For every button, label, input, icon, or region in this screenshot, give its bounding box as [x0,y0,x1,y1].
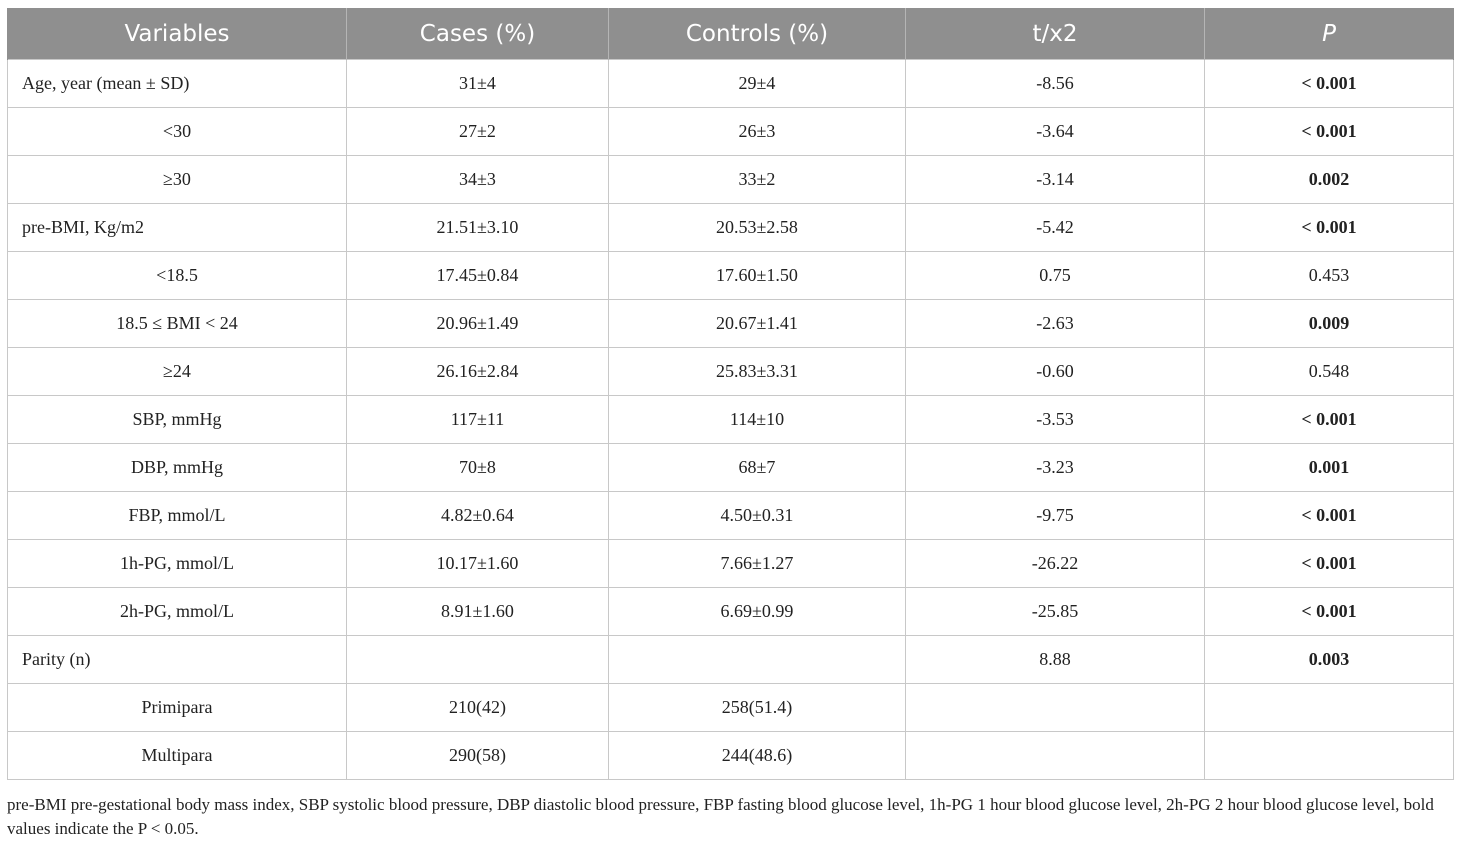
cell-variable: pre-BMI, Kg/m2 [8,204,347,252]
cell-test-statistic: -3.64 [906,108,1205,156]
cell-cases: 290(58) [347,732,609,780]
cell-controls: 114±10 [609,396,906,444]
header-p-value: P [1205,8,1454,60]
cell-test-statistic [906,732,1205,780]
cell-cases: 26.16±2.84 [347,348,609,396]
cell-controls: 29±4 [609,60,906,108]
header-test-statistic: t/x2 [906,8,1205,60]
cell-cases [347,636,609,684]
cell-test-statistic: 0.75 [906,252,1205,300]
cell-variable: FBP, mmol/L [8,492,347,540]
cell-p-value: 0.002 [1205,156,1454,204]
cell-variable: SBP, mmHg [8,396,347,444]
table-row [8,732,1454,780]
cell-test-statistic: -9.75 [906,492,1205,540]
table-row [8,60,1454,108]
cell-variable: ≥24 [8,348,347,396]
cell-variable: Age, year (mean ± SD) [8,60,347,108]
cell-p-value: < 0.001 [1205,540,1454,588]
cell-cases: 27±2 [347,108,609,156]
cell-test-statistic: -5.42 [906,204,1205,252]
header-row [8,8,1454,60]
cell-variable: <18.5 [8,252,347,300]
cell-test-statistic: -8.56 [906,60,1205,108]
cell-controls: 68±7 [609,444,906,492]
cell-test-statistic [906,684,1205,732]
cell-controls: 25.83±3.31 [609,348,906,396]
cell-controls: 258(51.4) [609,684,906,732]
cell-test-statistic: -3.14 [906,156,1205,204]
cell-controls: 20.67±1.41 [609,300,906,348]
cell-p-value: 0.001 [1205,444,1454,492]
table-row [8,540,1454,588]
cell-variable: Primipara [8,684,347,732]
table-row [8,156,1454,204]
cell-variable: DBP, mmHg [8,444,347,492]
header-controls: Controls (%) [609,8,906,60]
cell-cases: 10.17±1.60 [347,540,609,588]
table-row [8,684,1454,732]
cell-variable: 1h-PG, mmol/L [8,540,347,588]
cell-controls: 4.50±0.31 [609,492,906,540]
cell-p-value [1205,684,1454,732]
cell-variable: 2h-PG, mmol/L [8,588,347,636]
cell-p-value: 0.548 [1205,348,1454,396]
cell-controls: 20.53±2.58 [609,204,906,252]
cell-test-statistic: -3.23 [906,444,1205,492]
cell-controls: 6.69±0.99 [609,588,906,636]
table-header [8,8,1454,60]
cell-controls [609,636,906,684]
table-row [8,204,1454,252]
cell-controls: 33±2 [609,156,906,204]
cell-variable: 18.5 ≤ BMI < 24 [8,300,347,348]
cell-p-value: < 0.001 [1205,588,1454,636]
table-row [8,108,1454,156]
table-row [8,588,1454,636]
cell-variable: <30 [8,108,347,156]
cell-p-value: < 0.001 [1205,204,1454,252]
data-table [7,8,1454,780]
cell-cases: 8.91±1.60 [347,588,609,636]
cell-p-value: 0.003 [1205,636,1454,684]
cell-p-value: 0.453 [1205,252,1454,300]
cell-test-statistic: -25.85 [906,588,1205,636]
table-row [8,300,1454,348]
data-table-container [7,8,1453,780]
cell-p-value: < 0.001 [1205,396,1454,444]
cell-test-statistic: -26.22 [906,540,1205,588]
cell-cases: 21.51±3.10 [347,204,609,252]
table-footnote: pre-BMI pre-gestational body mass index, SBP systolic blood pressure, DBP diastolic blood pressure, FBP fasting blood glucose level, 1h-PG 1 hour blood glucose level, 2h-PG 2 hour blood glucose level, bold values indicate the P < 0.05. [7,795,1434,838]
cell-p-value: 0.009 [1205,300,1454,348]
cell-p-value [1205,732,1454,780]
cell-controls: 7.66±1.27 [609,540,906,588]
cell-variable: Multipara [8,732,347,780]
cell-cases: 4.82±0.64 [347,492,609,540]
header-variables: Variables [8,8,347,60]
cell-variable: Parity (n) [8,636,347,684]
cell-controls: 17.60±1.50 [609,252,906,300]
cell-p-value: < 0.001 [1205,108,1454,156]
table-row [8,444,1454,492]
cell-cases: 117±11 [347,396,609,444]
cell-test-statistic: -2.63 [906,300,1205,348]
cell-variable: ≥30 [8,156,347,204]
table-row [8,252,1454,300]
table-row [8,492,1454,540]
cell-cases: 210(42) [347,684,609,732]
header-cases: Cases (%) [347,8,609,60]
cell-test-statistic: -0.60 [906,348,1205,396]
cell-test-statistic: -3.53 [906,396,1205,444]
table-body [8,60,1454,780]
table-row [8,396,1454,444]
table-row [8,348,1454,396]
cell-p-value: < 0.001 [1205,492,1454,540]
cell-cases: 20.96±1.49 [347,300,609,348]
table-row [8,636,1454,684]
cell-test-statistic: 8.88 [906,636,1205,684]
cell-cases: 34±3 [347,156,609,204]
cell-cases: 17.45±0.84 [347,252,609,300]
cell-p-value: < 0.001 [1205,60,1454,108]
cell-controls: 244(48.6) [609,732,906,780]
cell-cases: 70±8 [347,444,609,492]
cell-controls: 26±3 [609,108,906,156]
cell-cases: 31±4 [347,60,609,108]
